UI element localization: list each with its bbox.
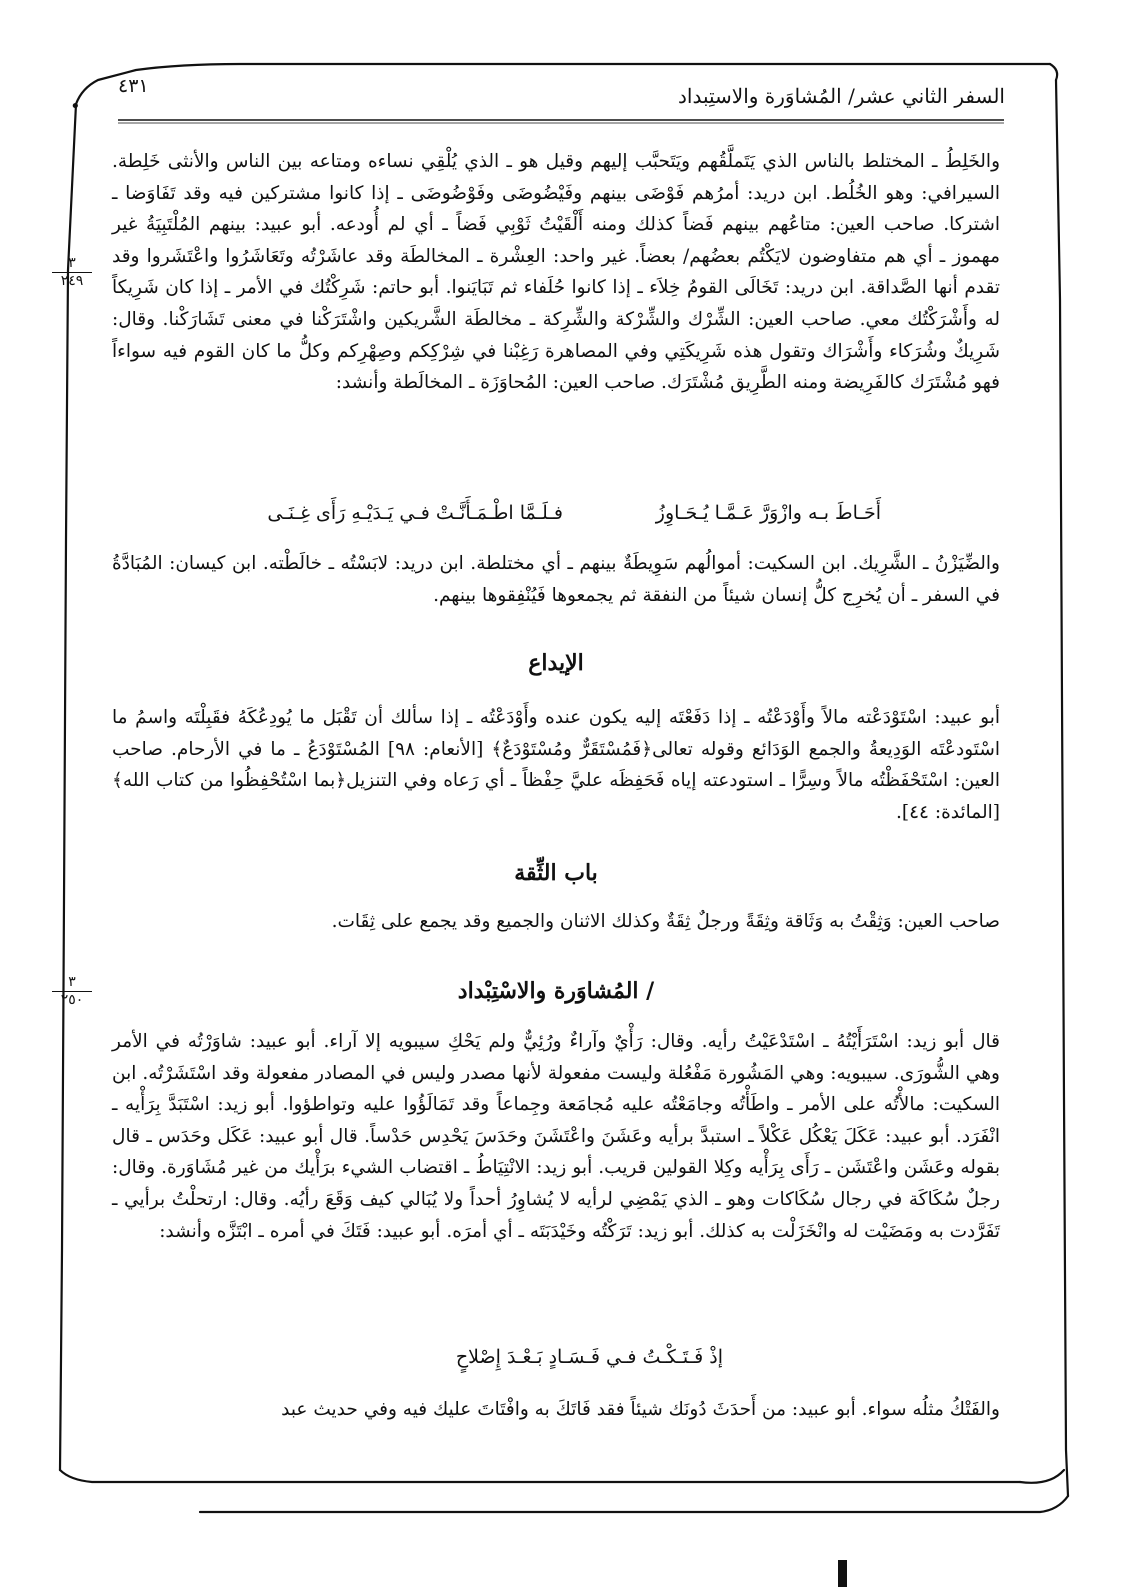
paragraph-text: والفَتْكُ مثلُه سواء. أبو عبيد: من أَحدَثَ دُونَك شيئاً فقد فَاتَكَ به وافْتَاتَ عليك فيه وفي حديث عبد — [281, 1399, 1000, 1420]
section-heading: / المُشاوَرة والاسْتِبْداد — [457, 978, 655, 1004]
body-paragraph — [112, 1026, 1000, 1247]
marginal-volume-number: ٣ — [68, 255, 76, 271]
marginal-page-reference — [50, 256, 94, 289]
section-heading: الإيداع — [528, 650, 584, 676]
poetry-verse-second-hemistich: أَحَـاطَ بـه وازْوَرَّ عَـمَّـا يُـحَـاوِزُ — [655, 502, 881, 524]
scan-edge-mark — [838, 1560, 847, 1587]
section-heading: باب الثِّقة — [514, 860, 598, 886]
poetry-verse-first-hemistich: فـلَـمَّا اطْـمَـأَنَّـتْ فـي يَـدَيْـهِ رَأَى غِـنَـى — [267, 502, 563, 524]
body-paragraph — [112, 146, 1000, 399]
marginal-page-number: ٢٤٩ — [60, 273, 84, 289]
page-number: ٤٣١ — [118, 75, 149, 97]
body-paragraph — [112, 906, 1000, 938]
paragraph-text: والضِّيَزْنُ ـ الشَّرِيك. ابن السكيت: أموالُهم سَوِيطَةٌ بينهم ـ أي مختلطة. ابن دريد: لابَسْتُه ـ خالَطْته. ابن كيسان: المُبَادَّةُ في السفر ـ أن يُخرِج كلُّ إنسان شيئاً من النفقة ثم يجمعوها فَيُنْفِقوها بينهم. — [112, 553, 1000, 606]
body-paragraph — [112, 1394, 1000, 1426]
marginal-page-number: ٢٥٠ — [60, 992, 84, 1008]
marginal-page-reference — [50, 975, 94, 1008]
paragraph-text: والخَلِطُ ـ المختلط بالناس الذي يَتَملَّقُهم ويَتَحبَّب إليهم وقيل هو ـ الذي يُلْقِي نساءه ومتاعه بين الناس والأنثى خَلِطة. السيرافي: وهو الخُلُط. ابن دريد: أمرُهم فَوْضَى بينهم وفَيْضُوضَى وفَوْضُوضَى ـ إذا كانوا مشتركين فيه وقد تَفَاوَضا ـ اشتركا. صاحب العين: متاعُهم بينهم فَضاً كذلك ومنه أَلْقَيْتُ ثَوْبِي فَضاً ـ أي لم أُودعه. أبو عبيد: بينهم المُلْتَبِيَةُ غير مهموز ـ أي هم متفاوضون لايَكْتُم بعضُهم/ بعضاً. غير واحد: العِشْرة ـ المخالطَة وقد عاشَرْتُه وتَعَاشَرُوا واعْتَشَروا وقد تقدم أنها الصَّداقة. ابن دريد: تَخَالَى القومُ خِلاَء ـ إذا كانوا حُلَفاء ثم تَبَايَنوا. أبو حاتم: شَرِكْتُك في الأمر ـ إذا كان شَرِيكاً له وأَشْرَكْتُك معي. صاحب العين: الشِّرْك والشِّرْكة والشِّرِكة ـ مخالطَة الشَّريكين واشْتَرَكْنا في معنى تَشَارَكْنا. وقال: شَرِيكٌ وشُرَكاء وأَشْرَاك وتقول هذه شَرِيكَتِي وفي المصاهرة رَغِبْنا في شِرْكِكم وصِهْرِكم وكلُّ ما كان القوم فيه سواءاً فهو مُشْتَرَك كالفَرِيضة ومنه الطَّرِيق مُشْتَرَك. صاحب العين: المُحاوَزَة ـ المخالَطة وأنشد: — [112, 151, 1000, 394]
running-header-title: السفر الثاني عشر/ المُشاوَرة والاستِبداد — [678, 84, 1005, 108]
marginal-volume-number: ٣ — [68, 974, 76, 990]
paragraph-text: أبو عبيد: اسْتَوْدَعْته مالاً وأَوْدَعْتُه ـ إذا دَفَعْتَه إليه يكون عنده وأَوْدَعْتُه ـ إذا سألك أن تَقْبَل ما يُودِعُكَهُ فقَبِلْتَه واسمُ ما اسْتَودعْتَه الوَدِيعةُ والجمع الوَدَائع وقوله تعالى﴿فَمُسْتَقَرٌّ ومُسْتَوْدَعٌ﴾ [الأنعام: ٩٨] المُسْتَوْدَعُ ـ ما في الأرحام. صاحب العين: اسْتَحْفَظْتُه مالاً وسِرًّا ـ استودعته إياه فَحَفِظَه عليَّ حِفْظاً ـ أي رَعاه وفي التنزيل﴿بما اسْتُحْفِظُوا من كتاب الله﴾ [المائدة: ٤٤]. — [112, 707, 1000, 823]
body-paragraph — [112, 702, 1000, 828]
paragraph-text: قال أبو زيد: اسْتَرَأَيْتُهُ ـ اسْتَدْعَيْتُ رأيه. وقال: رَأْيٌ وآراءٌ ورُئِيٌّ ولم يَحْكِ سيبويه إلا آراء. أبو عبيد: شاوَرْتُه في الأمر وهي الشُّورَى. سيبويه: وهي المَشُورة مَفْعُلة وليست مفعولة لأنها مصدر وليس في المصادر مفعولة وقد اسْتَشَرْتُه. ابن السكيت: مالأْتُه على الأمر ـ واطَأْتُه وجامَعْتُه عليه مُجامَعة وجِماعاً وقد تَمَالَؤُوا عليه وتواطؤوا. أبو زيد: اسْتَبَدَّ بِرَأْيه ـ انْفَرَد. أبو عبيد: عَكَلَ يَعْكُل عَكْلاً ـ استبدَّ برأيه وعَشَنَ واعْتَشَنَ وحَدَسَ يَحْدِس حَدْساً. قال أبو عبيد: عَكَل وحَدَس ـ قال بقوله وعَشَن واعْتَشَن ـ رَأَى بِرَأْيه وكِلا القولين قريب. أبو زيد: الانْتِيَاطُ ـ اقتضاب الشيء برَأْيك من غير مُشَاوَرة. وقال: رجلٌ سُكَاكَة في رجال سُكَاكات وهو ـ الذي يَمْضِي لرأيه لا يُشاوِرُ أحداً ولا يُبَالي كيف وَقَعَ رأيُه. وقال: ارتحلْتُ برأيي ـ تَفَرَّدت به ومَضَيْت له وانْخَزَلْت به كذلك. أبو زيد: تَرَكْتُه وخَيْدَبَتَه ـ أي أمرَه. أبو عبيد: فَتَكَ في أمره ـ ابْتَزَّه وأنشد: — [112, 1031, 1000, 1242]
margin-dot: • — [70, 96, 81, 117]
body-paragraph — [112, 548, 1000, 611]
poetry-verse: إذْ فَـتَـكْـتُ فـي فَـسَـادٍ بَـعْـدَ إِصْلاحٍ — [455, 1346, 723, 1368]
paragraph-text: صاحب العين: وَثِقْتُ به وَثَاقة وثِقَةً ورجلٌ ثِقَةٌ وكذلك الاثنان والجميع وقد يجمع على ثِقَات. — [331, 911, 1000, 932]
